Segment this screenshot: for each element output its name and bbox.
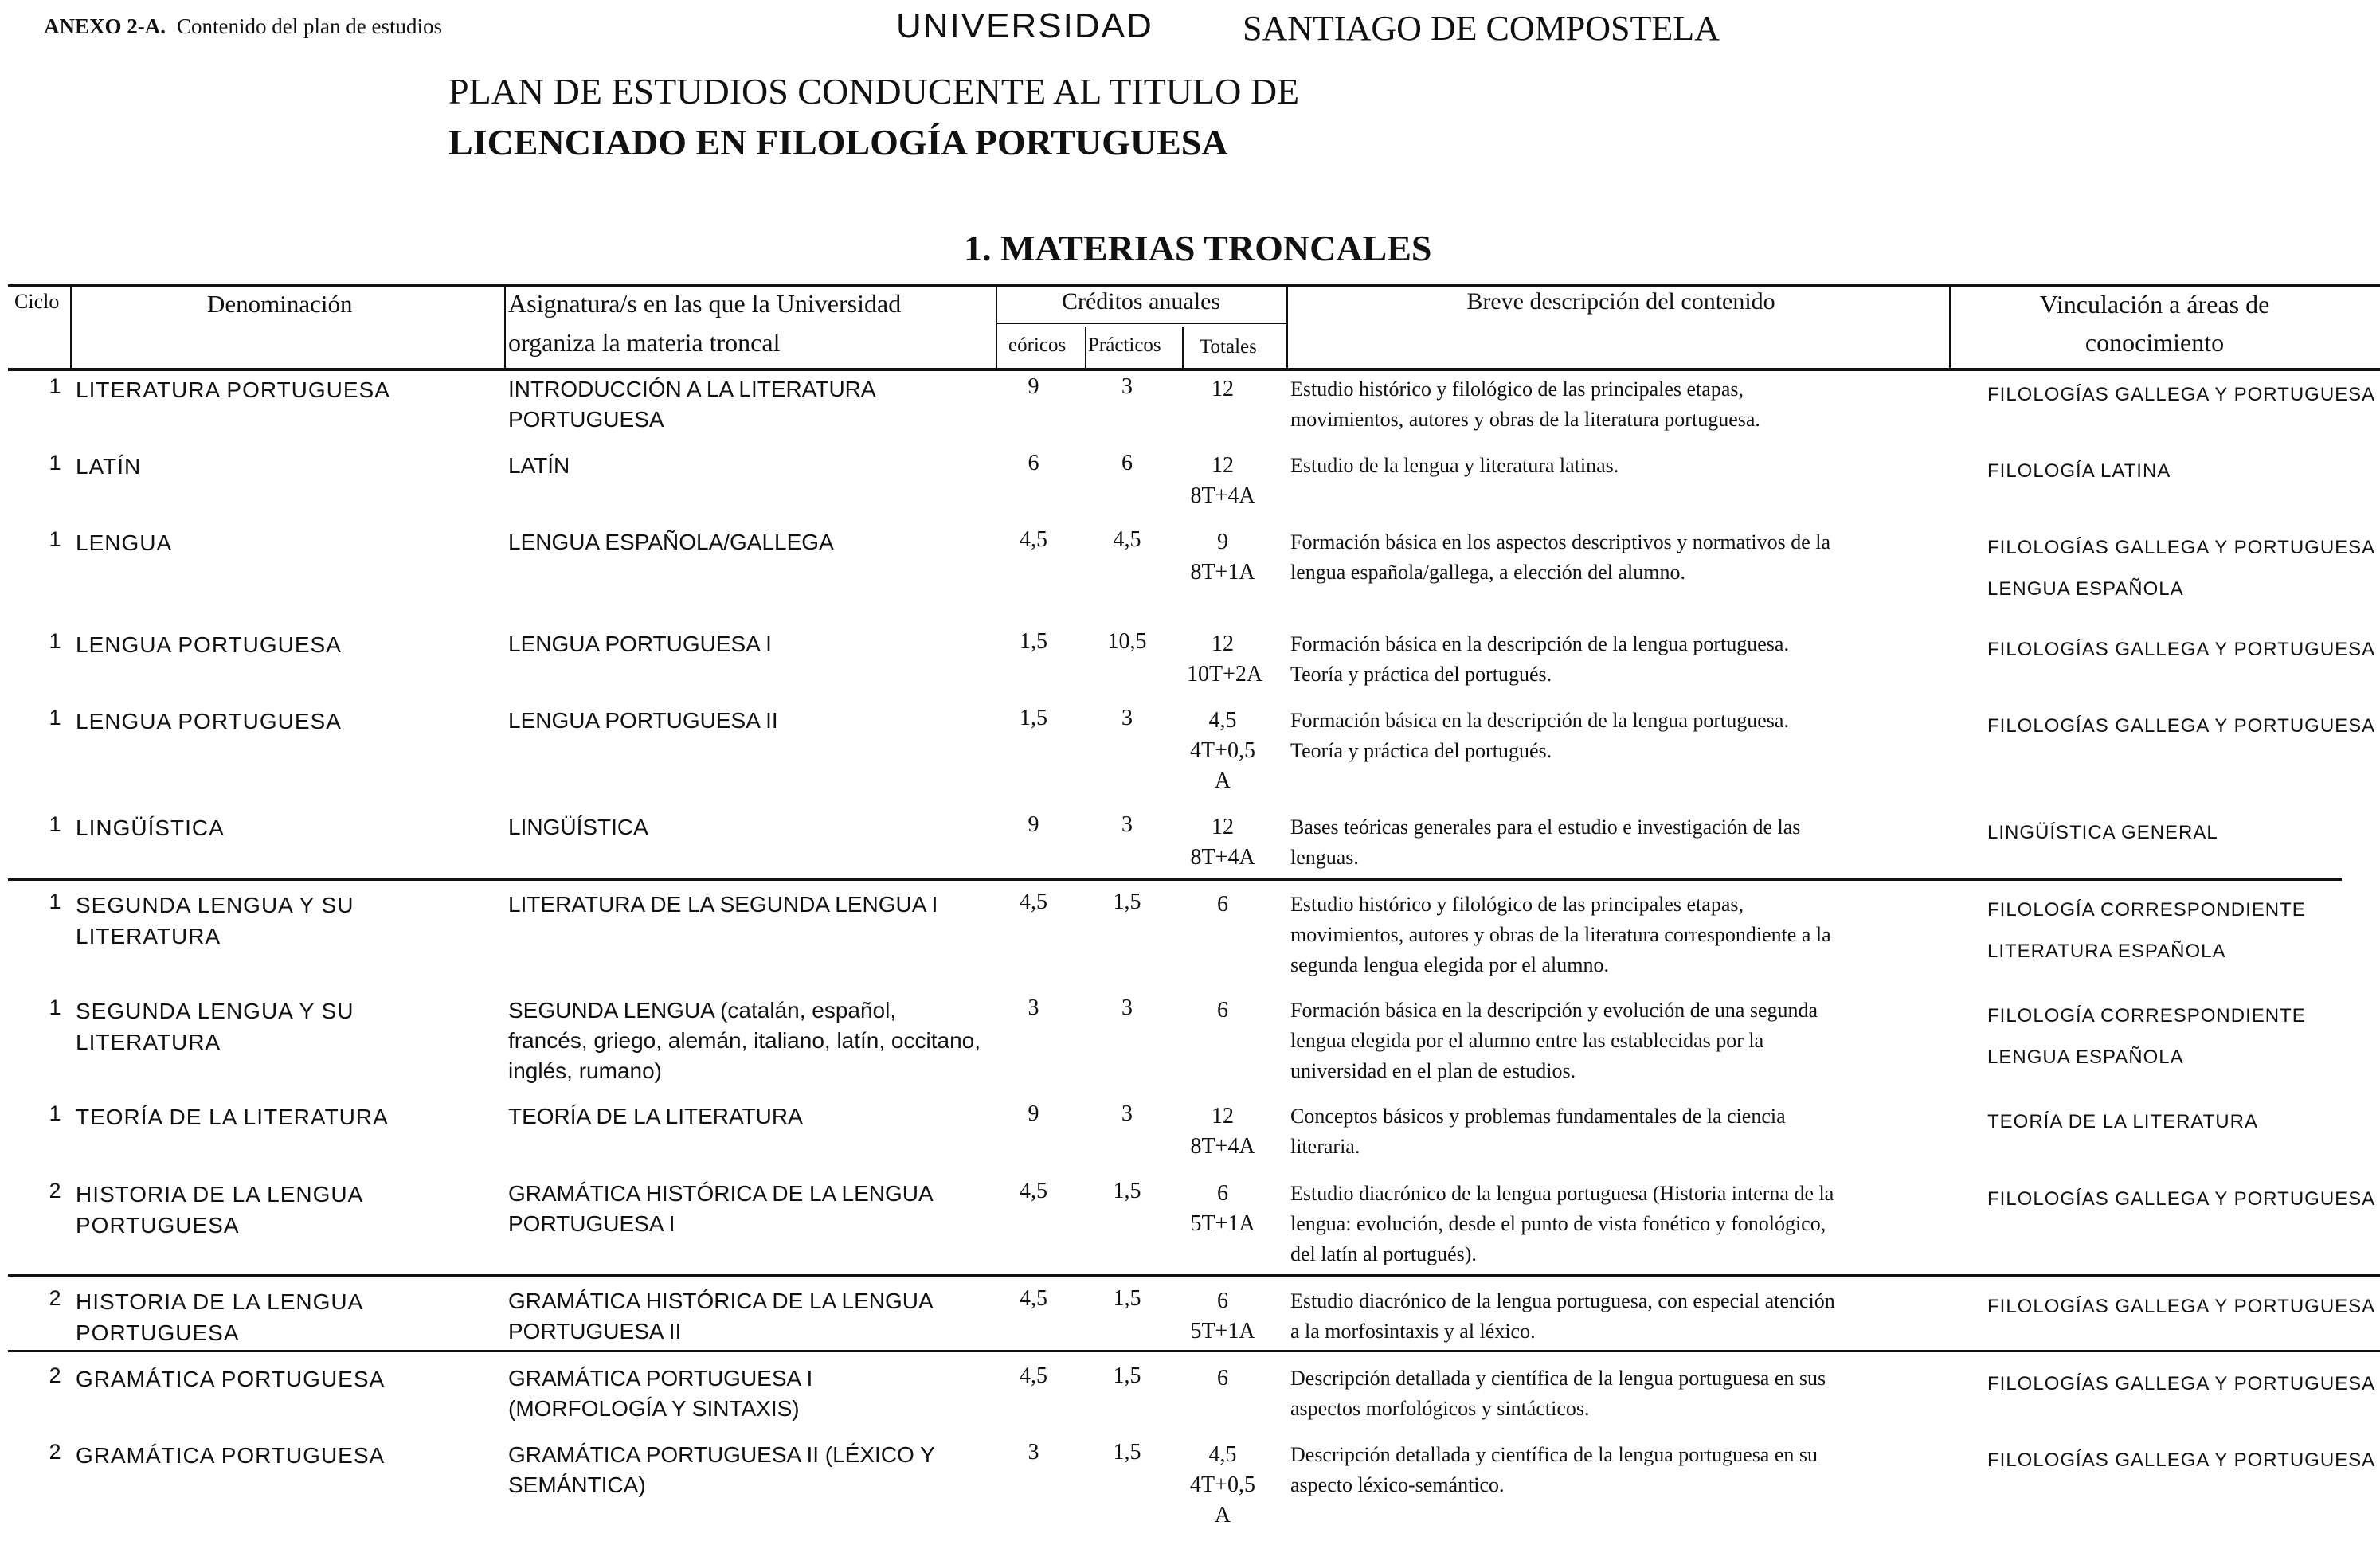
cell-ciclo-line: 2 — [49, 1286, 61, 1310]
col-header-vinculacion-1: Vinculación a áreas de — [2039, 290, 2270, 319]
cell-asignatura — [508, 890, 998, 920]
cell-denominacion-line: LENGUA PORTUGUESA — [76, 709, 342, 733]
col-header-practicos: Prácticos — [1088, 334, 1161, 356]
cell-vinculacion-line: FILOLOGÍAS GALLEGA Y PORTUGUESA — [1987, 537, 2376, 558]
cell-practicos-line: 1,5 — [1113, 1286, 1141, 1311]
cell-denominacion-line: LITERATURA PORTUGUESA — [76, 377, 390, 402]
cell-practicos — [1095, 995, 1159, 1021]
cell-asignatura-line: francés, griego, alemán, italiano, latín, occitano, — [508, 1028, 981, 1053]
cell-vinculacion — [1987, 1286, 2380, 1328]
cell-descripcion — [1290, 995, 1951, 1086]
col-sep-descripcion — [1286, 287, 1288, 370]
cell-practicos-line: 1,5 — [1113, 890, 1141, 914]
cell-practicos — [1095, 1440, 1159, 1465]
cell-totales-line: 5T+1A — [1190, 1319, 1255, 1343]
cell-ciclo-line: 1 — [49, 995, 61, 1019]
cell-ciclo-line: 1 — [49, 1101, 61, 1125]
cell-ciclo — [44, 629, 66, 654]
cell-ciclo — [44, 1440, 66, 1465]
col-header-denominacion: Denominación — [207, 290, 353, 318]
cell-denominacion-line: HISTORIA DE LA LENGUA — [76, 1182, 364, 1207]
cell-vinculacion-line: FILOLOGÍAS GALLEGA Y PORTUGUESA — [1987, 384, 2376, 405]
cell-denominacion-line: LATÍN — [76, 454, 142, 479]
cell-teoricos-line: 4,5 — [1020, 1363, 1047, 1388]
cell-vinculacion-line: FILOLOGÍAS GALLEGA Y PORTUGUESA — [1987, 1373, 2376, 1394]
cell-descripcion-line: Estudio histórico y filológico de las principales etapas, — [1290, 893, 1744, 916]
cell-descripcion — [1290, 812, 1951, 873]
col-header-teoricos: eóricos — [1008, 334, 1067, 356]
cell-teoricos — [1008, 1101, 1059, 1127]
cell-asignatura — [508, 1101, 998, 1132]
cell-totales-line: 4T+0,5 — [1190, 1473, 1255, 1497]
cell-teoricos — [1008, 1179, 1059, 1204]
cell-denominacion-line: PORTUGUESA — [76, 1213, 240, 1238]
cell-teoricos-line: 4,5 — [1020, 1286, 1047, 1311]
cell-descripcion — [1290, 451, 1951, 481]
cell-teoricos-line: 6 — [1028, 451, 1039, 475]
cell-denominacion-line: LITERATURA — [76, 924, 221, 948]
cell-denominacion — [76, 1363, 490, 1394]
cell-practicos — [1095, 1101, 1159, 1127]
cell-denominacion-line: GRAMÁTICA PORTUGUESA — [76, 1443, 386, 1468]
cell-denominacion — [76, 1286, 490, 1348]
cell-totales — [1187, 1440, 1259, 1531]
cell-totales — [1187, 1363, 1259, 1394]
cell-descripcion-line: del latín al portugués). — [1290, 1242, 1477, 1265]
cell-teoricos-line: 4,5 — [1020, 1179, 1047, 1203]
cell-vinculacion — [1987, 812, 2380, 854]
cell-ciclo-line: 1 — [49, 527, 61, 551]
cell-asignatura — [508, 1440, 998, 1500]
cell-descripcion-line: Estudio diacrónico de la lengua portuguesa, con especial atención — [1290, 1289, 1835, 1312]
cell-vinculacion-line: FILOLOGÍAS GALLEGA Y PORTUGUESA — [1987, 639, 2376, 660]
cell-ciclo-line: 1 — [49, 706, 61, 729]
cell-ciclo — [44, 1286, 66, 1311]
cell-asignatura-line: LINGÜÍSTICA — [508, 815, 648, 839]
cell-asignatura-line: TEORÍA DE LA LITERATURA — [508, 1104, 803, 1128]
cell-teoricos — [1008, 1440, 1059, 1465]
cell-denominacion — [76, 527, 490, 558]
cell-teoricos-line: 9 — [1028, 1101, 1039, 1126]
cell-totales — [1187, 374, 1259, 405]
cell-denominacion-line: GRAMÁTICA PORTUGUESA — [76, 1367, 386, 1391]
cell-descripcion-line: lengua elegida por el alumno entre las establecidas por la — [1290, 1029, 1764, 1052]
cell-totales-line: 8T+4A — [1190, 1134, 1255, 1159]
cell-practicos — [1095, 812, 1159, 838]
cell-totales-line: 6 — [1217, 1366, 1228, 1390]
col-header-asignatura-2: organiza la materia troncal — [508, 328, 781, 357]
cell-descripcion — [1290, 527, 1951, 588]
col-header-ciclo: Ciclo — [14, 290, 60, 313]
cell-descripcion-line: movimientos, autores y obras de la literatura portuguesa. — [1290, 408, 1760, 431]
cell-teoricos-line: 1,5 — [1020, 706, 1047, 730]
cell-asignatura-line: GRAMÁTICA PORTUGUESA II (LÉXICO Y — [508, 1442, 935, 1467]
cell-denominacion — [76, 1101, 490, 1132]
cell-totales — [1187, 1179, 1259, 1239]
cell-descripcion-line: Descripción detallada y científica de la lengua portuguesa en su — [1290, 1443, 1818, 1466]
cell-totales-line: 4,5 — [1208, 708, 1237, 733]
cell-asignatura-line: LATÍN — [508, 453, 570, 478]
cell-teoricos-line: 1,5 — [1020, 629, 1047, 654]
cell-practicos-line: 10,5 — [1107, 629, 1147, 654]
cell-teoricos — [1008, 451, 1059, 476]
cell-vinculacion-line: LENGUA ESPAÑOLA — [1987, 1046, 2184, 1068]
cell-asignatura-line: LENGUA PORTUGUESA II — [508, 708, 778, 733]
cell-totales — [1187, 451, 1259, 511]
cell-ciclo — [44, 1101, 66, 1126]
cell-asignatura-line: PORTUGUESA — [508, 407, 664, 432]
cell-totales — [1187, 629, 1263, 690]
cell-denominacion — [76, 451, 490, 482]
cell-asignatura-line: PORTUGUESA I — [508, 1211, 675, 1236]
cell-practicos-line: 3 — [1121, 1101, 1133, 1126]
cell-descripcion — [1290, 890, 1951, 980]
cell-asignatura-line: (MORFOLOGÍA Y SINTAXIS) — [508, 1396, 800, 1421]
cell-descripcion — [1290, 629, 1951, 690]
cell-denominacion — [76, 890, 490, 952]
cell-ciclo — [44, 451, 66, 475]
cell-totales-line: 12 — [1212, 453, 1234, 478]
cell-vinculacion — [1987, 706, 2380, 747]
cell-practicos — [1095, 706, 1159, 731]
credits-subheader-border — [996, 323, 1286, 324]
cell-asignatura-line: SEMÁNTICA) — [508, 1473, 646, 1497]
cell-practicos-line: 3 — [1121, 995, 1133, 1020]
cell-practicos-line: 1,5 — [1113, 1363, 1141, 1388]
cell-descripcion-line: aspectos morfológicos y sintácticos. — [1290, 1397, 1590, 1420]
cell-vinculacion-line: TEORÍA DE LA LITERATURA — [1987, 1111, 2258, 1132]
cell-asignatura — [508, 1286, 998, 1347]
col-header-creditos: Créditos anuales — [1061, 288, 1221, 315]
cell-ciclo-line: 1 — [49, 890, 61, 913]
cell-teoricos — [1008, 527, 1059, 553]
cell-totales-line: 10T+2A — [1187, 662, 1263, 686]
cell-practicos-line: 6 — [1121, 451, 1133, 475]
cell-vinculacion-line: LITERATURA ESPAÑOLA — [1987, 941, 2226, 962]
cell-practicos — [1095, 451, 1159, 476]
annex-heading — [44, 14, 442, 39]
cell-asignatura — [508, 374, 998, 435]
cell-totales-line: 6 — [1217, 1181, 1228, 1206]
cell-totales-line: 12 — [1212, 815, 1234, 839]
cell-asignatura-line: GRAMÁTICA HISTÓRICA DE LA LENGUA — [508, 1181, 934, 1206]
cell-descripcion — [1290, 1101, 1951, 1162]
cell-asignatura — [508, 1363, 998, 1424]
cell-practicos-line: 3 — [1121, 374, 1133, 399]
cell-vinculacion — [1987, 629, 2380, 671]
cell-vinculacion — [1987, 374, 2380, 416]
col-sep-asignatura — [504, 287, 506, 370]
cell-totales-line: 8T+4A — [1190, 845, 1255, 870]
cell-practicos-line: 1,5 — [1113, 1179, 1141, 1203]
cell-denominacion-line: LENGUA — [76, 530, 173, 555]
col-sep-practicos — [1085, 327, 1086, 370]
cell-descripcion-line: aspecto léxico-semántico. — [1290, 1473, 1505, 1496]
cell-descripcion-line: a la morfosintaxis y al léxico. — [1290, 1320, 1536, 1343]
cell-ciclo-line: 1 — [49, 374, 61, 398]
university-name: SANTIAGO DE COMPOSTELA — [1243, 9, 1720, 48]
cell-teoricos — [1008, 890, 1059, 915]
cell-descripcion-line: universidad en el plan de estudios. — [1290, 1059, 1576, 1082]
cell-descripcion-line: Estudio histórico y filológico de las principales etapas, — [1290, 377, 1744, 401]
cell-descripcion-line: Descripción detallada y científica de la lengua portuguesa en sus — [1290, 1367, 1826, 1390]
cell-asignatura — [508, 1179, 998, 1239]
cell-totales-line: 6 — [1217, 892, 1228, 917]
cell-ciclo-line: 2 — [49, 1440, 61, 1464]
cell-ciclo — [44, 812, 66, 837]
cell-denominacion — [76, 629, 490, 660]
cell-denominacion-line: LITERATURA — [76, 1030, 221, 1054]
cell-asignatura-line: SEGUNDA LENGUA (catalán, español, — [508, 998, 897, 1023]
col-header-totales: Totales — [1200, 336, 1257, 358]
table-header-border — [8, 368, 2380, 371]
cell-totales-line: 6 — [1217, 1289, 1228, 1313]
cell-practicos-line: 4,5 — [1113, 527, 1141, 552]
cell-vinculacion-line: FILOLOGÍAS GALLEGA Y PORTUGUESA — [1987, 1188, 2376, 1210]
annex-label: ANEXO 2-A. — [44, 14, 166, 38]
cell-vinculacion-line: FILOLOGÍA LATINA — [1987, 460, 2171, 482]
cell-vinculacion-line: FILOLOGÍAS GALLEGA Y PORTUGUESA — [1987, 1449, 2376, 1471]
cell-teoricos — [1008, 1363, 1059, 1389]
cell-denominacion-line: HISTORIA DE LA LENGUA — [76, 1289, 364, 1314]
cell-denominacion-line: TEORÍA DE LA LITERATURA — [76, 1105, 389, 1129]
cell-practicos — [1095, 1179, 1159, 1204]
cell-asignatura-line: GRAMÁTICA HISTÓRICA DE LA LENGUA — [508, 1289, 934, 1313]
cell-descripcion — [1290, 1440, 1951, 1500]
cell-teoricos — [1008, 706, 1059, 731]
row-separator — [8, 1274, 2380, 1277]
cell-denominacion-line: SEGUNDA LENGUA Y SU — [76, 893, 354, 917]
cell-descripcion-line: lenguas. — [1290, 846, 1359, 869]
cell-teoricos-line: 3 — [1028, 1440, 1039, 1465]
col-sep-totales — [1182, 327, 1184, 370]
cell-denominacion-line: LENGUA PORTUGUESA — [76, 632, 342, 657]
cell-asignatura — [508, 995, 998, 1086]
cell-denominacion-line: LINGÜÍSTICA — [76, 815, 225, 840]
cell-descripcion-line: movimientos, autores y obras de la literatura correspondiente a la — [1290, 923, 1831, 946]
section-title: 1. MATERIAS TRONCALES — [964, 228, 1432, 268]
cell-ciclo — [44, 1363, 66, 1388]
cell-teoricos-line: 9 — [1028, 374, 1039, 399]
cell-descripcion-line: Bases teóricas generales para el estudio e investigación de las — [1290, 815, 1801, 839]
cell-asignatura — [508, 451, 998, 481]
cell-teoricos-line: 3 — [1028, 995, 1039, 1020]
cell-descripcion-line: lengua: evolución, desde el punto de vista fonético y fonológico, — [1290, 1212, 1826, 1235]
cell-totales-line: 4T+0,5 — [1190, 738, 1255, 763]
cell-descripcion-line: Teoría y práctica del portugués. — [1290, 663, 1552, 686]
cell-denominacion-line: PORTUGUESA — [76, 1320, 240, 1345]
cell-descripcion — [1290, 1286, 1951, 1347]
cell-practicos — [1095, 629, 1159, 655]
cell-asignatura-line: LENGUA ESPAÑOLA/GALLEGA — [508, 530, 834, 554]
cell-denominacion — [76, 1440, 490, 1471]
cell-ciclo — [44, 1179, 66, 1203]
cell-teoricos-line: 4,5 — [1020, 527, 1047, 552]
cell-asignatura-line: PORTUGUESA II — [508, 1319, 682, 1343]
cell-totales — [1187, 812, 1259, 873]
cell-descripcion-line: lengua española/gallega, a elección del alumno. — [1290, 561, 1685, 584]
cell-ciclo — [44, 527, 66, 552]
cell-denominacion — [76, 374, 490, 405]
col-header-vinculacion-2: conocimiento — [2084, 328, 2225, 357]
plan-title-line1: PLAN DE ESTUDIOS CONDUCENTE AL TITULO DE — [448, 71, 1300, 111]
cell-teoricos-line: 9 — [1028, 812, 1039, 837]
cell-descripcion-line: Formación básica en la descripción de la lengua portuguesa. — [1290, 632, 1789, 655]
cell-descripcion-line: Estudio diacrónico de la lengua portuguesa (Historia interna de la — [1290, 1182, 1834, 1205]
cell-descripcion-line: Formación básica en la descripción de la lengua portuguesa. — [1290, 709, 1789, 732]
cell-totales-line: 4,5 — [1208, 1442, 1237, 1467]
cell-teoricos-line: 4,5 — [1020, 890, 1047, 914]
cell-vinculacion-line: FILOLOGÍA CORRESPONDIENTE — [1987, 899, 2306, 921]
cell-vinculacion — [1987, 1101, 2380, 1143]
row-separator — [8, 1350, 2380, 1352]
cell-totales-line: A — [1214, 769, 1231, 793]
cell-descripcion — [1290, 374, 1951, 435]
col-header-descripcion: Breve descripción del contenido — [1466, 288, 1775, 315]
cell-teoricos — [1008, 374, 1059, 400]
cell-asignatura-line: INTRODUCCIÓN A LA LITERATURA — [508, 377, 876, 401]
cell-asignatura-line: LITERATURA DE LA SEGUNDA LENGUA I — [508, 892, 938, 917]
cell-ciclo — [44, 995, 66, 1020]
table-top-border — [8, 284, 2380, 287]
cell-practicos — [1095, 374, 1159, 400]
cell-denominacion — [76, 706, 490, 737]
cell-ciclo-line: 1 — [49, 629, 61, 653]
cell-descripcion-line: Estudio de la lengua y literatura latinas. — [1290, 454, 1619, 477]
cell-descripcion-line: segunda lengua elegida por el alumno. — [1290, 953, 1609, 976]
cell-ciclo — [44, 890, 66, 914]
cell-descripcion — [1290, 706, 1951, 766]
row-separator — [8, 878, 2342, 881]
cell-teoricos — [1008, 1286, 1059, 1312]
cell-vinculacion — [1987, 890, 2380, 972]
cell-ciclo-line: 2 — [49, 1179, 61, 1203]
cell-denominacion — [76, 1179, 490, 1241]
cell-ciclo-line: 1 — [49, 451, 61, 475]
cell-asignatura — [508, 527, 998, 557]
cell-asignatura — [508, 629, 998, 659]
cell-vinculacion — [1987, 451, 2380, 492]
cell-vinculacion-line: LENGUA ESPAÑOLA — [1987, 578, 2184, 600]
cell-asignatura — [508, 812, 998, 843]
cell-descripcion-line: literaria. — [1290, 1135, 1360, 1158]
cell-denominacion-line: SEGUNDA LENGUA Y SU — [76, 999, 354, 1023]
cell-denominacion — [76, 995, 490, 1058]
university-label: UNIVERSIDAD — [896, 6, 1153, 45]
cell-practicos-line: 3 — [1121, 812, 1133, 837]
cell-vinculacion — [1987, 1179, 2380, 1220]
cell-totales-line: 5T+1A — [1190, 1211, 1255, 1236]
cell-vinculacion — [1987, 527, 2380, 610]
cell-descripcion-line: Formación básica en los aspectos descriptivos y normativos de la — [1290, 530, 1831, 553]
cell-totales-line: 6 — [1217, 998, 1228, 1023]
plan-title-line2: LICENCIADO EN FILOLOGÍA PORTUGUESA — [448, 122, 1228, 162]
cell-totales — [1187, 995, 1259, 1026]
cell-ciclo-line: 2 — [49, 1363, 61, 1387]
cell-vinculacion — [1987, 1440, 2380, 1481]
cell-vinculacion-line: FILOLOGÍAS GALLEGA Y PORTUGUESA — [1987, 1296, 2376, 1317]
annex-text: Contenido del plan de estudios — [177, 14, 442, 38]
cell-practicos-line: 1,5 — [1113, 1440, 1141, 1465]
cell-totales-line: 12 — [1212, 632, 1234, 656]
cell-practicos — [1095, 1363, 1159, 1389]
cell-practicos — [1095, 527, 1159, 553]
col-header-asignatura-1: Asignatura/s en las que la Universidad — [508, 289, 902, 318]
cell-totales — [1187, 706, 1259, 796]
cell-totales-line: 8T+1A — [1190, 560, 1255, 585]
cell-vinculacion-line: LINGÜÍSTICA GENERAL — [1987, 822, 2218, 843]
cell-vinculacion — [1987, 1363, 2380, 1405]
cell-descripcion-line: Formación básica en la descripción y evolución de una segunda — [1290, 999, 1818, 1022]
cell-descripcion — [1290, 1363, 1951, 1424]
cell-teoricos — [1008, 995, 1059, 1021]
cell-asignatura-line: LENGUA PORTUGUESA I — [508, 632, 772, 656]
cell-asignatura-line: GRAMÁTICA PORTUGUESA I — [508, 1366, 813, 1390]
cell-ciclo-line: 1 — [49, 812, 61, 836]
cell-vinculacion-line: FILOLOGÍAS GALLEGA Y PORTUGUESA — [1987, 715, 2376, 737]
cell-ciclo — [44, 374, 66, 399]
col-sep-ciclo — [70, 287, 72, 370]
cell-totales-line: A — [1214, 1503, 1231, 1527]
cell-descripcion-line: Teoría y práctica del portugués. — [1290, 739, 1552, 762]
cell-totales-line: 9 — [1217, 530, 1228, 554]
cell-totales — [1187, 1286, 1259, 1347]
cell-vinculacion — [1987, 995, 2380, 1078]
cell-ciclo — [44, 706, 66, 730]
cell-descripcion-line: Conceptos básicos y problemas fundamentales de la ciencia — [1290, 1105, 1786, 1128]
cell-denominacion — [76, 812, 490, 843]
cell-totales-line: 12 — [1212, 1104, 1234, 1128]
cell-totales — [1187, 527, 1259, 588]
cell-vinculacion-line: FILOLOGÍA CORRESPONDIENTE — [1987, 1005, 2306, 1027]
cell-totales — [1187, 890, 1259, 920]
cell-teoricos — [1008, 812, 1059, 838]
cell-totales-line: 12 — [1212, 377, 1234, 401]
cell-practicos-line: 3 — [1121, 706, 1133, 730]
cell-totales — [1187, 1101, 1259, 1162]
cell-teoricos — [1008, 629, 1059, 655]
cell-asignatura — [508, 706, 998, 736]
cell-practicos — [1095, 1286, 1159, 1312]
cell-totales-line: 8T+4A — [1190, 483, 1255, 508]
cell-practicos — [1095, 890, 1159, 915]
cell-asignatura-line: inglés, rumano) — [508, 1058, 662, 1083]
cell-descripcion — [1290, 1179, 1951, 1269]
